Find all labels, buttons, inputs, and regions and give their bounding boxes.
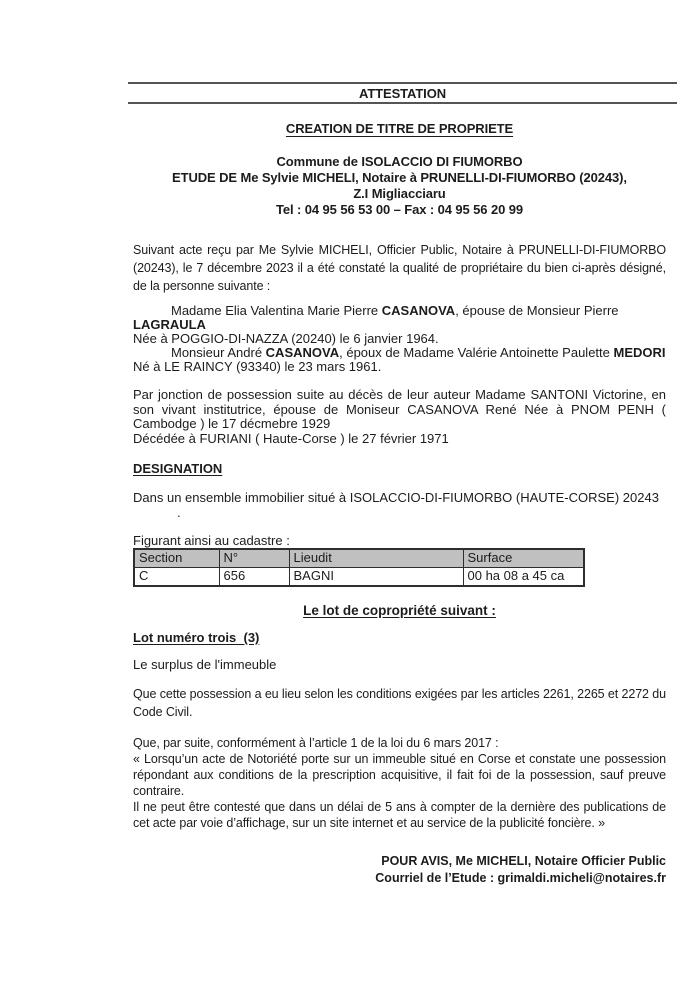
signature-block [133,853,666,886]
cadastre-data-row [134,568,584,587]
cadastre-cell-surface: 00 ha 08 a 45 ca [463,568,584,587]
location-line [133,490,666,520]
cadastre-header-row [134,549,584,568]
attestation-banner [128,82,677,104]
owner-1-surname: CASANOVA [381,303,456,318]
owner-1-birth-line: Née à POGGIO-DI-NAZZA (20240) le 6 janvier 1964. [133,331,439,346]
law-quote-part2: Il ne peut être contesté que dans un délai de 5 ans à compter de la dernière des publications de cet acte par voie d’affichage, sur un site internet et au service de la publicité foncière. » [133,800,666,830]
office-phone-line: Tel : 04 95 56 53 00 – Fax : 04 95 56 20 99 [276,202,523,217]
conditions-paragraph: Que cette possession a eu lieu selon les conditions exigées par les articles 2261, 2265 et 2272 du Code Civil. [133,687,666,719]
office-commune-line: Commune de ISOLACCIO DI FIUMORBO [276,154,523,169]
office-etude-line: ETUDE DE Me Sylvie MICHELI, Notaire à PRUNELLI-DI-FIUMORBO (20243), [172,170,627,185]
signature-email-line: Courriel de l’Etude : grimaldi.micheli@notaires.fr [375,870,666,885]
cadastre-cell-lieudit: BAGNI [289,568,463,587]
attestation-label: ATTESTATION [359,86,446,101]
cadastre-header-number: N° [219,549,289,568]
lot-number-heading: Lot numéro trois (3) [133,630,260,645]
owner-2-prefix: Monsieur André [171,345,266,360]
cadastre-table [133,548,585,587]
owner-1-middle: , épouse de Monsieur Pierre [455,303,619,318]
notary-office-block [133,154,666,218]
owner-line-1 [133,304,666,332]
location-trailing-dot: . [177,505,181,520]
owners-block [133,304,666,374]
document-title: CREATION DE TITRE DE PROPRIETE [285,121,514,136]
possession-paragraph: Par jonction de possession suite au décès de leur auteur Madame SANTONI Victorine, en son vivant institutrice, épouse de Moniseur CASANOVA René Née à PNOM PENH ( Cambodge ) le 17 décmebre 1929 [133,387,666,431]
law-block [133,735,666,831]
owner-2-middle: , époux de Madame Valérie Antoinette Paulette [339,345,614,360]
law-intro-line: Que, par suite, conformément à l’article 1 de la loi du 6 mars 2017 : [133,736,499,750]
designation-heading: DESIGNATION [133,461,223,476]
lot-description: Le surplus de l'immeuble [133,657,277,672]
cadastre-header-surface: Surface [463,549,584,568]
location-text: Dans un ensemble immobilier situé à ISOLACCIO-DI-FIUMORBO (HAUTE-CORSE) 20243 [133,490,659,505]
cadastre-header-lieudit: Lieudit [289,549,463,568]
owner-2-surname: CASANOVA [265,345,340,360]
law-quote-part1: « Lorsqu’un acte de Notoriété porte sur un immeuble situé en Corse et constate une possession répondant aux conditions de la prescription acquisitive, il fait foi de la possession, sauf preuve contraire. [133,752,666,798]
owner-line-2 [133,346,666,360]
lot-section-heading: Le lot de copropriété suivant : [303,603,496,618]
cadastre-cell-section: C [134,568,219,587]
owner-1-spouse-surname: LAGRAULA [133,317,206,332]
cadastre-cell-number: 656 [219,568,289,587]
cadastre-header-section: Section [134,549,219,568]
owner-1-prefix: Madame Elia Valentina Marie Pierre [171,303,382,318]
office-address-line: Z.I Migliacciaru [353,186,446,201]
owner-2-spouse-surname: MEDORI [613,345,666,360]
signature-avis-line: POUR AVIS, Me MICHELI, Notaire Officier Public [381,854,666,868]
cadastre-intro-line: Figurant ainsi au cadastre : [133,533,290,548]
intro-paragraph: Suivant acte reçu par Me Sylvie MICHELI, Officier Public, Notaire à PRUNELLI-DI-FIUMORBO (20243), le 7 décembre 2023 il a été constaté la qualité de propriétaire du bien ci-après désigné, de la personne suivante : [133,243,666,293]
owner-2-birth-line: Né à LE RAINCY (93340) le 23 mars 1961. [133,359,382,374]
deceased-line: Décédée à FURIANI ( Haute-Corse ) le 27 février 1971 [133,430,449,446]
